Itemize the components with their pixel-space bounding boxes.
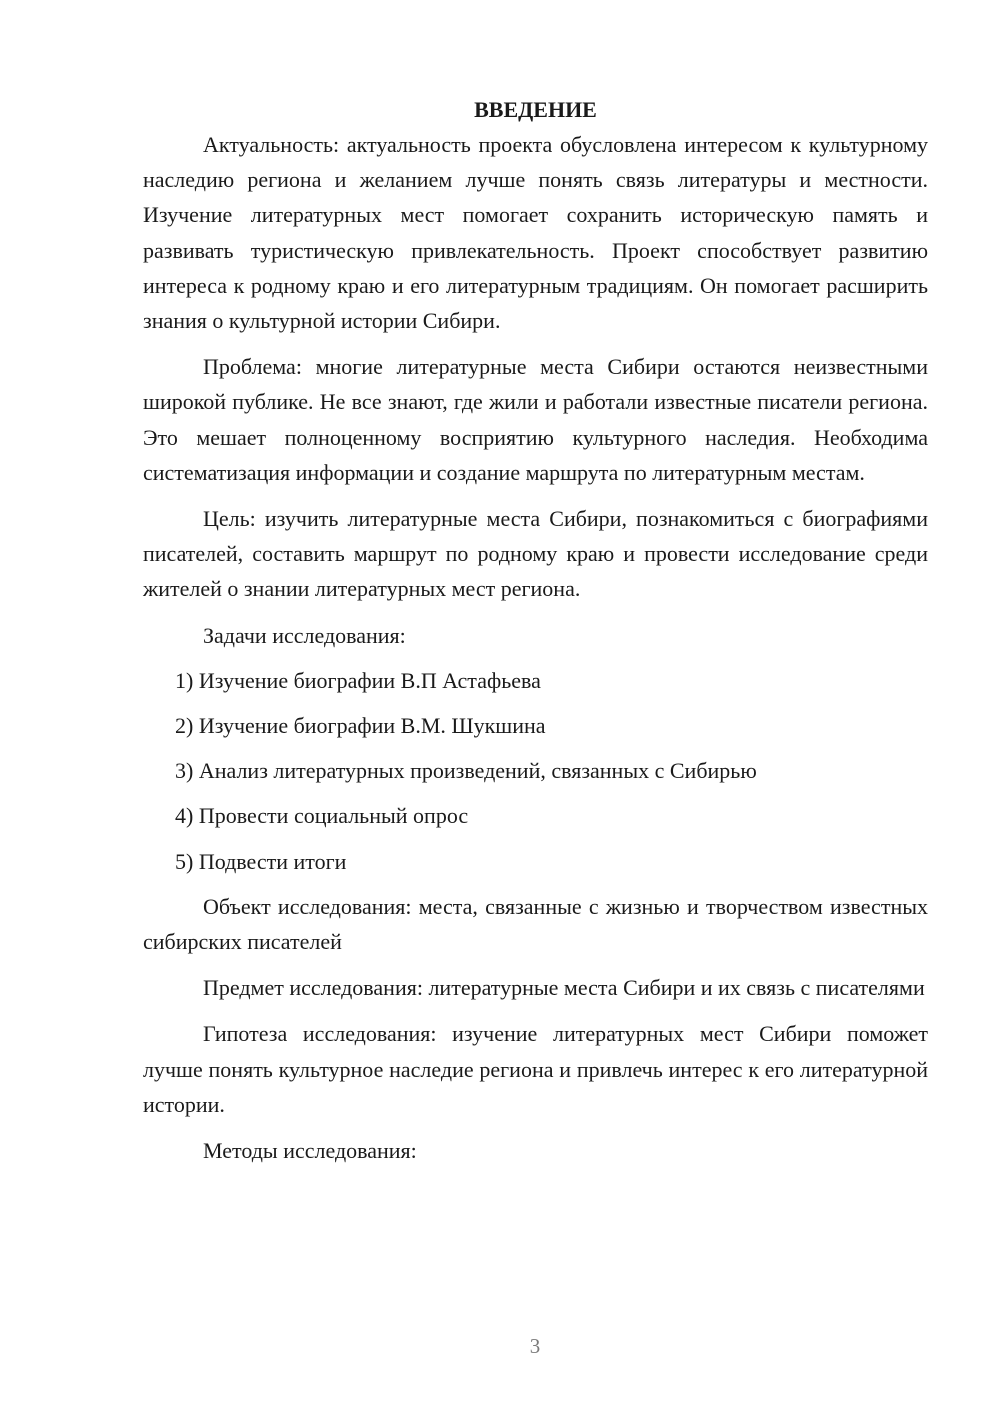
task-item: 5) Подвести итоги: [175, 848, 347, 874]
subject-paragraph: Предмет исследования: литературные места Сибири и их связь с писателями: [203, 975, 925, 1001]
object-paragraph: Объект исследования: места, связанные с жизнью и творчеством известных сибирских писателей: [143, 893, 928, 955]
task-list: [143, 663, 928, 879]
document-page: [143, 92, 928, 1179]
relevance-paragraph: Актуальность: актуальность проекта обусловлена интересом к культурному наследию региона и желанием лучше понять связь литературы и местности. Изучение литературных мест помогает сохранить историческую память и развивать туристическую привлекательность. Проект способствует развитию интереса к родному краю и его литературным традициям. Он помогает расширить знания о культурной истории Сибири.: [143, 132, 928, 334]
problem-paragraph: Проблема: многие литературные места Сибири остаются неизвестными широкой публике. Не все знают, где жили и работали известные писатели региона. Это мешает полноценному восприятию культурного наследия. Необходима систематизация информации и создание маршрута по литературным местам.: [143, 354, 928, 485]
task-item: 2) Изучение биографии В.М. Шукшина: [175, 713, 546, 739]
tasks-label: Задачи исследования:: [203, 622, 406, 648]
goal-paragraph: Цель: изучить литературные места Сибири, познакомиться с биографиями писателей, составить маршрут по родному краю и провести исследование среди жителей о знании литературных мест региона.: [143, 506, 928, 602]
task-item: 1) Изучение биографии В.П Астафьева: [175, 667, 541, 693]
hypothesis-paragraph: Гипотеза исследования: изучение литературных мест Сибири поможет лучше понять культурное наследие региона и привлечь интерес к его литературной истории.: [143, 1021, 928, 1117]
section-heading: ВВЕДЕНИЕ: [474, 97, 597, 122]
methods-label: Методы исследования:: [203, 1138, 417, 1164]
task-item: 4) Провести социальный опрос: [175, 803, 469, 829]
task-item: 3) Анализ литературных произведений, связанных с Сибирью: [175, 758, 757, 784]
page-number: 3: [529, 1334, 541, 1358]
